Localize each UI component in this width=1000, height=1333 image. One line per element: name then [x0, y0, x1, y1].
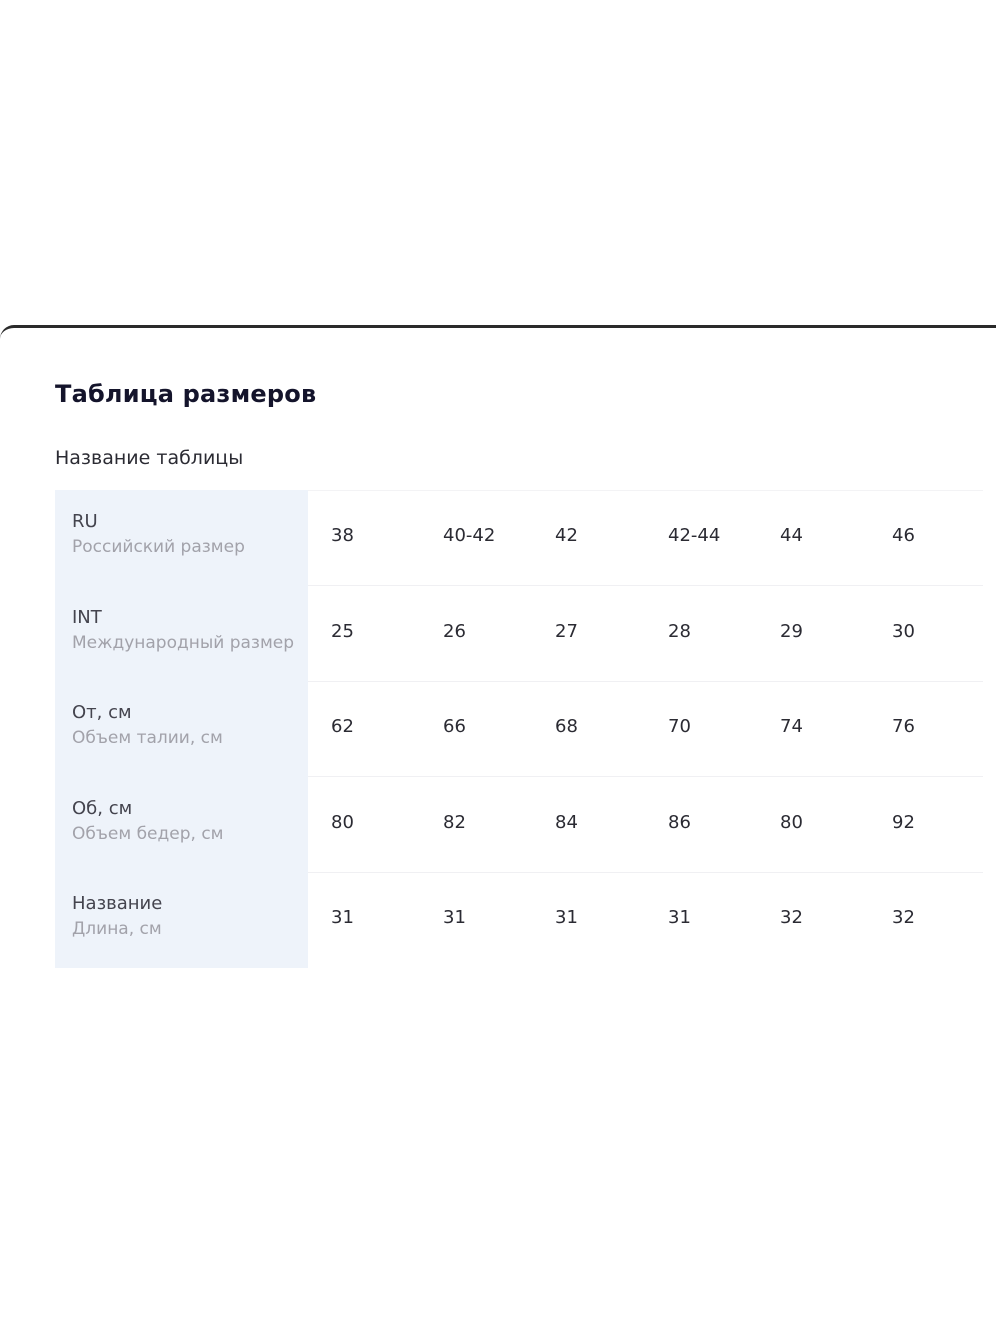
row-header-ru: [72, 510, 308, 560]
table-cell: 32: [892, 907, 915, 928]
table-cell: 66: [443, 716, 466, 737]
table-cell: 27: [555, 621, 578, 642]
table-cell: 40-42: [443, 525, 496, 546]
row-divider: [308, 872, 983, 873]
table-cell: 29: [780, 621, 803, 642]
table-cell: 31: [668, 907, 691, 928]
row-divider: [308, 776, 983, 777]
table-cell: 74: [780, 716, 803, 737]
row-header-int: [72, 606, 308, 656]
table-cell: 76: [892, 716, 915, 737]
table-cell: 92: [892, 812, 915, 833]
values-area: [308, 490, 983, 969]
table-cell: 44: [780, 525, 803, 546]
row-code: Название: [72, 893, 163, 914]
table-name: Название таблицы: [55, 447, 244, 469]
row-divider: [308, 681, 983, 682]
row-header-length: [72, 892, 308, 942]
table-cell: 62: [331, 716, 354, 737]
table-cell: 32: [780, 907, 803, 928]
table-cell: 86: [668, 812, 691, 833]
row-code: Об, см: [72, 798, 133, 819]
row-label: Объем бедер, см: [72, 824, 224, 844]
table-cell: 38: [331, 525, 354, 546]
table-cell: 80: [331, 812, 354, 833]
row-header-waist: [72, 701, 308, 751]
table-cell: 31: [331, 907, 354, 928]
row-label: Объем талии, см: [72, 728, 223, 748]
table-cell: 80: [780, 812, 803, 833]
row-label: Международный размер: [72, 633, 295, 653]
row-label: Российский размер: [72, 537, 245, 557]
row-code: RU: [72, 511, 98, 532]
table-cell: 26: [443, 621, 466, 642]
row-code: INT: [72, 607, 102, 628]
table-cell: 30: [892, 621, 915, 642]
row-header-hips: [72, 797, 308, 847]
row-label: Длина, см: [72, 919, 162, 939]
size-table: [55, 490, 983, 968]
table-cell: 46: [892, 525, 915, 546]
row-code: От, см: [72, 702, 132, 723]
table-cell: 68: [555, 716, 578, 737]
table-cell: 42: [555, 525, 578, 546]
modal-title: Таблица размеров: [55, 380, 317, 408]
table-cell: 28: [668, 621, 691, 642]
table-cell: 70: [668, 716, 691, 737]
row-divider: [308, 585, 983, 586]
table-cell: 82: [443, 812, 466, 833]
table-cell: 84: [555, 812, 578, 833]
table-cell: 42-44: [668, 525, 721, 546]
table-cell: 31: [443, 907, 466, 928]
table-cell: 25: [331, 621, 354, 642]
table-cell: 31: [555, 907, 578, 928]
